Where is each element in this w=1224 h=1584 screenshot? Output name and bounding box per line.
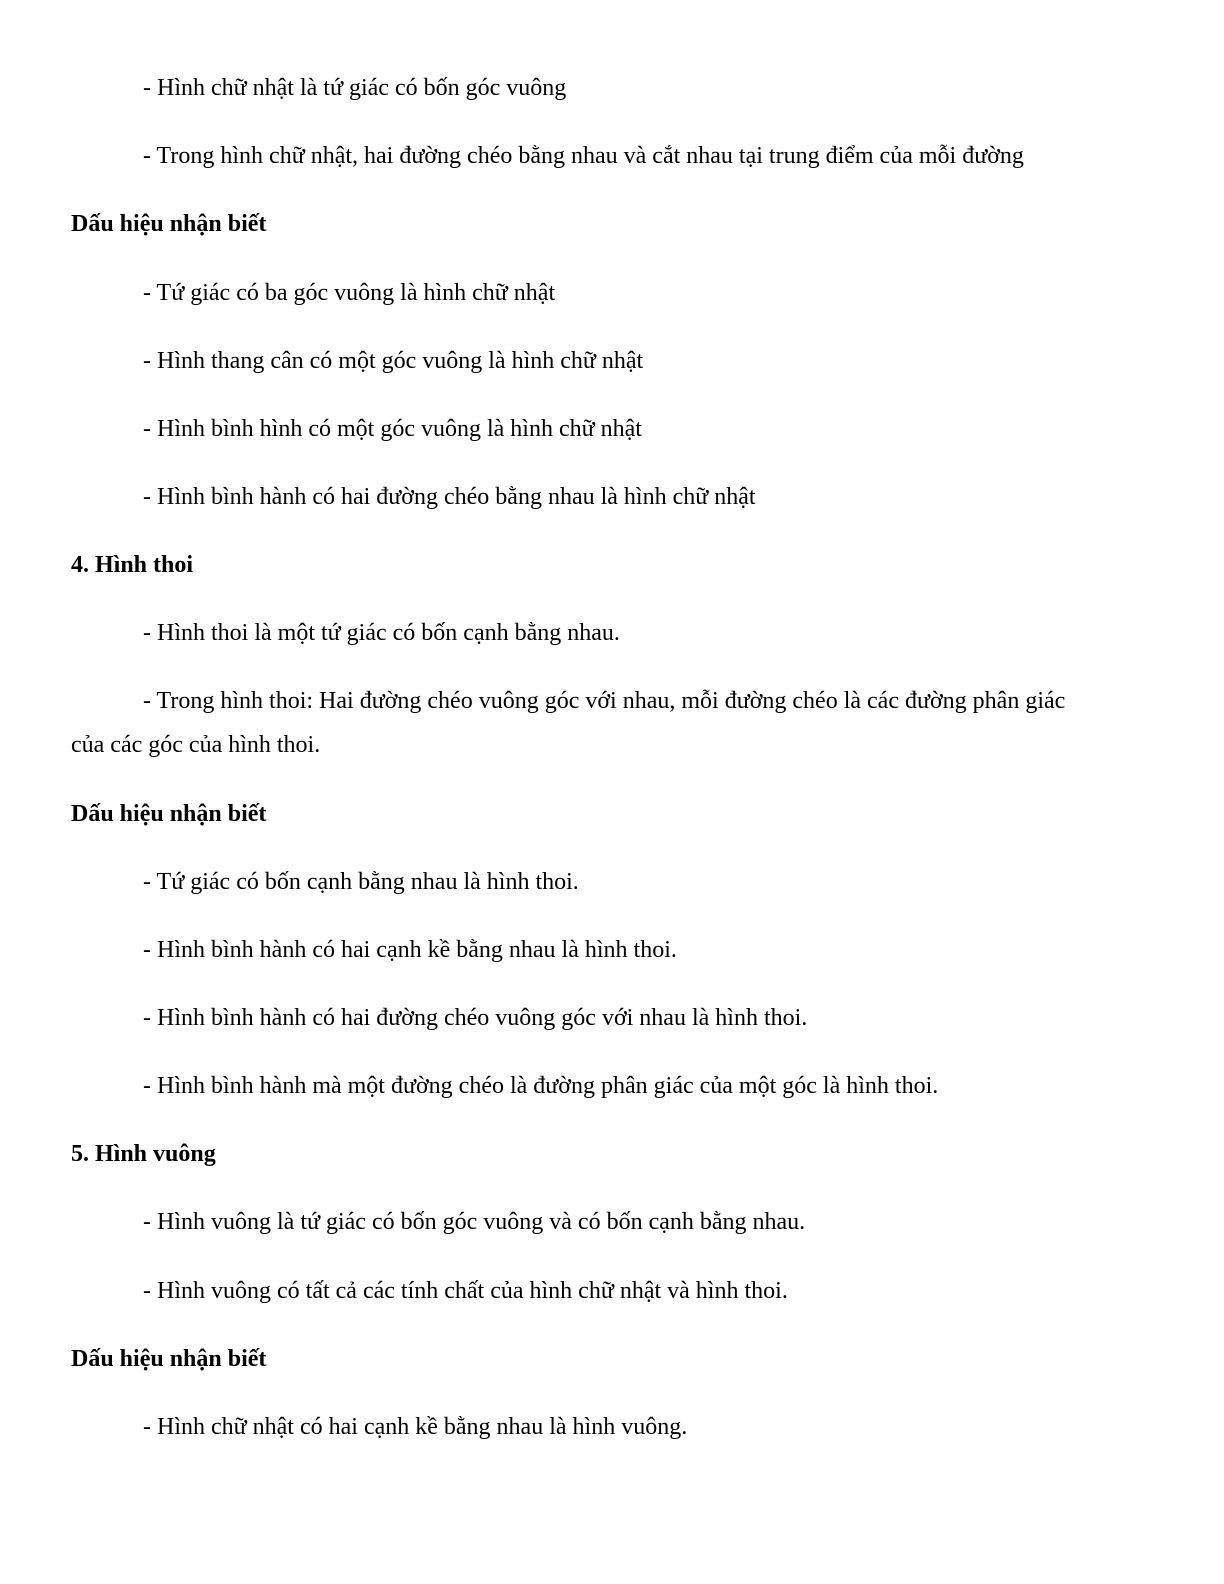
square-heading: 5. Hình vuông (71, 1141, 216, 1167)
rhombus-definition-2-line2: của các góc của hình thoi. (71, 732, 321, 758)
rhombus-signs-heading: Dấu hiệu nhận biết (71, 801, 267, 827)
rhombus-sign-4: - Hình bình hành mà một đường chéo là đường phân giác của một góc là hình thoi. (143, 1073, 939, 1099)
square-signs-heading: Dấu hiệu nhận biết (71, 1346, 267, 1372)
square-definition-1: - Hình vuông là tứ giác có bốn góc vuông và có bốn cạnh bằng nhau. (143, 1209, 806, 1235)
rhombus-sign-1: - Tứ giác có bốn cạnh bằng nhau là hình thoi. (143, 869, 579, 895)
rect-sign-1: - Tứ giác có ba góc vuông là hình chữ nhật (143, 280, 556, 306)
rhombus-definition-1: - Hình thoi là một tứ giác có bốn cạnh bằng nhau. (143, 620, 620, 646)
rhombus-sign-2: - Hình bình hành có hai cạnh kề bằng nhau là hình thoi. (143, 937, 677, 963)
rect-sign-2: - Hình thang cân có một góc vuông là hình chữ nhật (143, 348, 644, 374)
square-definition-2: - Hình vuông có tất cả các tính chất của hình chữ nhật và hình thoi. (143, 1278, 788, 1304)
rect-sign-3: - Hình bình hình có một góc vuông là hình chữ nhật (143, 416, 642, 442)
square-sign-1: - Hình chữ nhật có hai cạnh kề bằng nhau là hình vuông. (143, 1414, 688, 1440)
rhombus-heading: 4. Hình thoi (71, 552, 194, 578)
rhombus-sign-3: - Hình bình hành có hai đường chéo vuông góc với nhau là hình thoi. (143, 1005, 808, 1031)
rhombus-definition-2-line1: - Trong hình thoi: Hai đường chéo vuông góc với nhau, mỗi đường chéo là các đường phân giác (143, 688, 1066, 714)
rect-definition-1: - Hình chữ nhật là tứ giác có bốn góc vuông (143, 75, 567, 101)
rect-definition-2: - Trong hình chữ nhật, hai đường chéo bằng nhau và cắt nhau tại trung điểm của mỗi đường (143, 143, 1024, 169)
rect-signs-heading: Dấu hiệu nhận biết (71, 211, 267, 237)
rect-sign-4: - Hình bình hành có hai đường chéo bằng nhau là hình chữ nhật (143, 484, 756, 510)
